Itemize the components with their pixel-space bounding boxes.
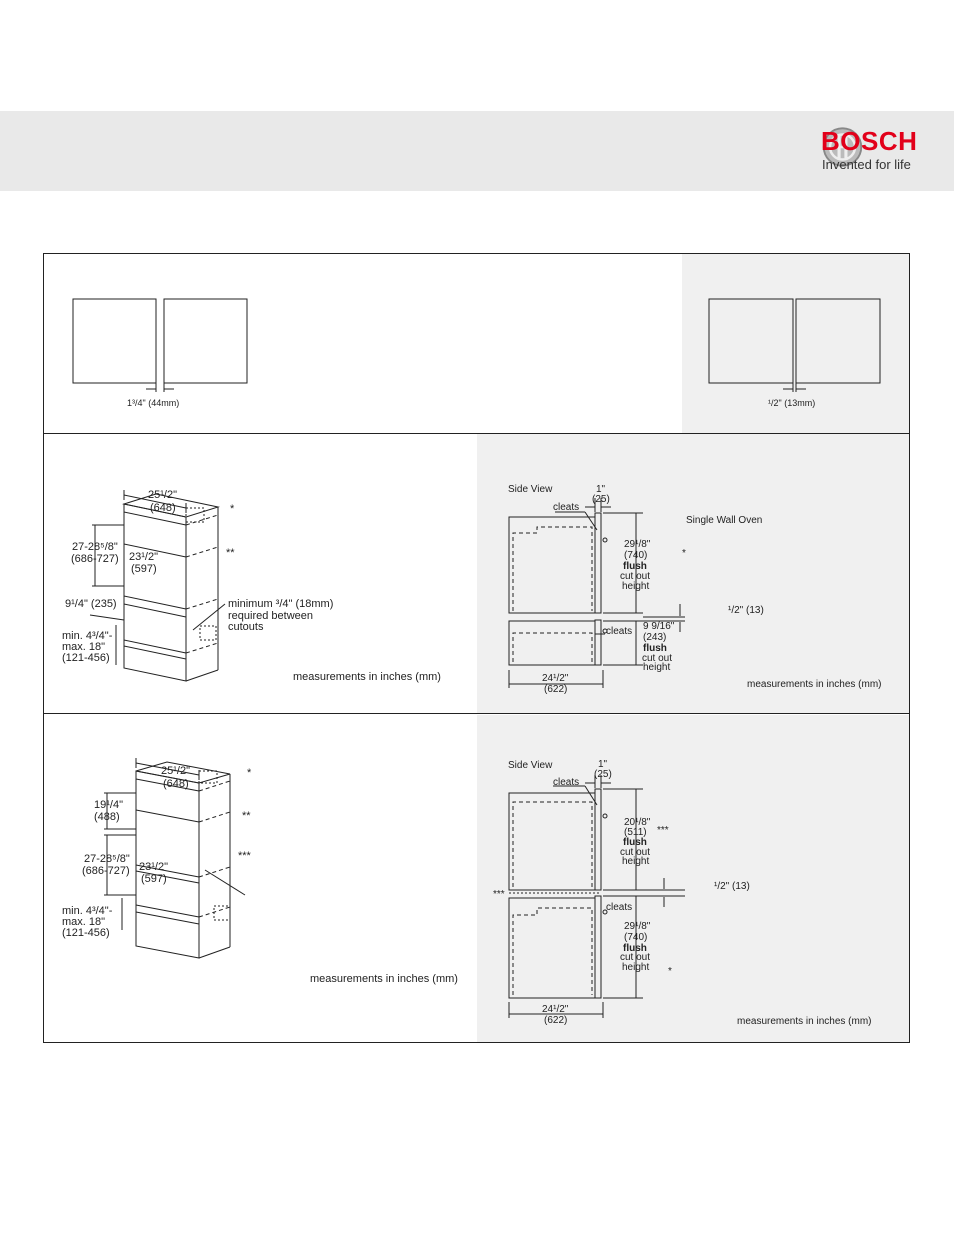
b-title: Single Wall Oven — [686, 515, 763, 526]
a-gap: 9¹/4" (235) — [65, 598, 117, 610]
c-width-mm: (648) — [163, 778, 189, 790]
d-one-inch: 1" — [598, 759, 608, 770]
b-flush: flush — [623, 561, 647, 572]
a-min-1: min. 4³/4"- — [62, 630, 113, 642]
b-one-inch: 1" — [596, 484, 606, 495]
d-cutout: cut out — [620, 847, 651, 858]
a-height-mm: (686-727) — [71, 553, 119, 565]
b-cutout: cut out — [620, 571, 651, 582]
d-stars: *** — [657, 825, 669, 836]
d-handle-1-icon — [603, 814, 607, 818]
c-min-2: max. 18" — [62, 916, 106, 928]
d-h1-mm: (511) — [624, 827, 647, 838]
d-flush: flush — [623, 837, 647, 848]
d-height-2: height — [622, 962, 650, 973]
c-star-1: * — [247, 767, 252, 779]
d-flush-2: flush — [623, 943, 647, 954]
d-height: height — [622, 856, 650, 867]
d-h1: 20¹/8" — [624, 817, 651, 828]
d-cleats: cleats — [553, 777, 580, 788]
b-h1-mm: (740) — [624, 550, 648, 561]
c-star-2: ** — [242, 810, 251, 822]
b-width: 24¹/2" — [542, 673, 569, 684]
b-measurements: measurements in inches (mm) — [747, 679, 882, 690]
a-measurements: measurements in inches (mm) — [293, 671, 441, 683]
gap-diagram-left — [73, 299, 247, 392]
d-h2-mm: (740) — [624, 932, 648, 943]
b-h2-mm: (243) — [643, 632, 667, 643]
c-depth-mm: (597) — [141, 873, 167, 885]
b-cutout-2: cut out — [642, 653, 673, 664]
c-min-1: min. 4³/4"- — [62, 905, 113, 917]
a-star-2: ** — [226, 547, 235, 559]
a-note-2: required between — [228, 610, 314, 622]
b-height: height — [622, 581, 650, 592]
c-depth: 23¹/2" — [139, 861, 168, 873]
c-top-mm: (488) — [94, 811, 120, 823]
b-side-view: Side View — [508, 484, 553, 495]
a-height: 27-28⁵/8" — [72, 541, 118, 553]
d-h2: 29¹/8" — [624, 921, 651, 932]
a-width-mm: (648) — [150, 502, 176, 514]
gap-diagram-right — [709, 299, 880, 392]
d-width-mm: (622) — [544, 1015, 568, 1026]
c-measurements: measurements in inches (mm) — [310, 973, 458, 985]
c-star-3: *** — [238, 850, 251, 862]
b-cleats-2: cleats — [606, 626, 633, 637]
c-height: 27-28⁵/8" — [84, 853, 130, 865]
b-cleats: cleats — [553, 502, 580, 513]
d-star: * — [668, 966, 672, 977]
d-width: 24¹/2" — [542, 1004, 569, 1015]
gap-right-label: ¹/2" (13mm) — [768, 398, 816, 408]
c-min-3: (121-456) — [62, 927, 110, 939]
d-stars-left: *** — [493, 889, 505, 900]
a-depth-mm: (597) — [131, 563, 157, 575]
d-cutout-2: cut out — [620, 952, 651, 963]
a-depth: 23¹/2" — [129, 551, 158, 563]
cabinet-iso-a — [90, 490, 225, 681]
d-cleats-2: cleats — [606, 902, 633, 913]
b-h2: 9 9/16" — [643, 621, 675, 632]
b-h1: 29¹/8" — [624, 539, 651, 550]
a-note-1: minimum ³/4" (18mm) — [228, 598, 334, 610]
b-handle-1-icon — [603, 538, 607, 542]
a-note-3: cutouts — [228, 621, 264, 633]
a-star-1: * — [230, 503, 235, 515]
b-star: * — [682, 548, 686, 559]
d-half: ¹/2" (13) — [714, 881, 750, 892]
side-view-d — [509, 775, 685, 1018]
b-flush-2: flush — [643, 643, 667, 654]
c-top: 19¹/4" — [94, 799, 123, 811]
a-min-2: max. 18" — [62, 641, 106, 653]
d-side-view: Side View — [508, 760, 553, 771]
d-one-inch-mm: (25) — [594, 769, 612, 780]
brand-name: BOSCH — [821, 126, 918, 156]
a-width: 25¹/2" — [148, 489, 177, 501]
gap-left-label: 1³/4" (44mm) — [127, 398, 180, 408]
a-min-3: (121-456) — [62, 652, 110, 664]
b-height-2: height — [643, 662, 671, 673]
c-width: 25¹/2" — [161, 765, 190, 777]
b-width-mm: (622) — [544, 684, 568, 695]
c-height-mm: (686-727) — [82, 865, 130, 877]
d-measurements: measurements in inches (mm) — [737, 1016, 872, 1027]
b-one-inch-mm: (25) — [592, 494, 610, 505]
b-half: ¹/2" (13) — [728, 605, 764, 616]
brand-slogan: Invented for life — [822, 157, 911, 172]
